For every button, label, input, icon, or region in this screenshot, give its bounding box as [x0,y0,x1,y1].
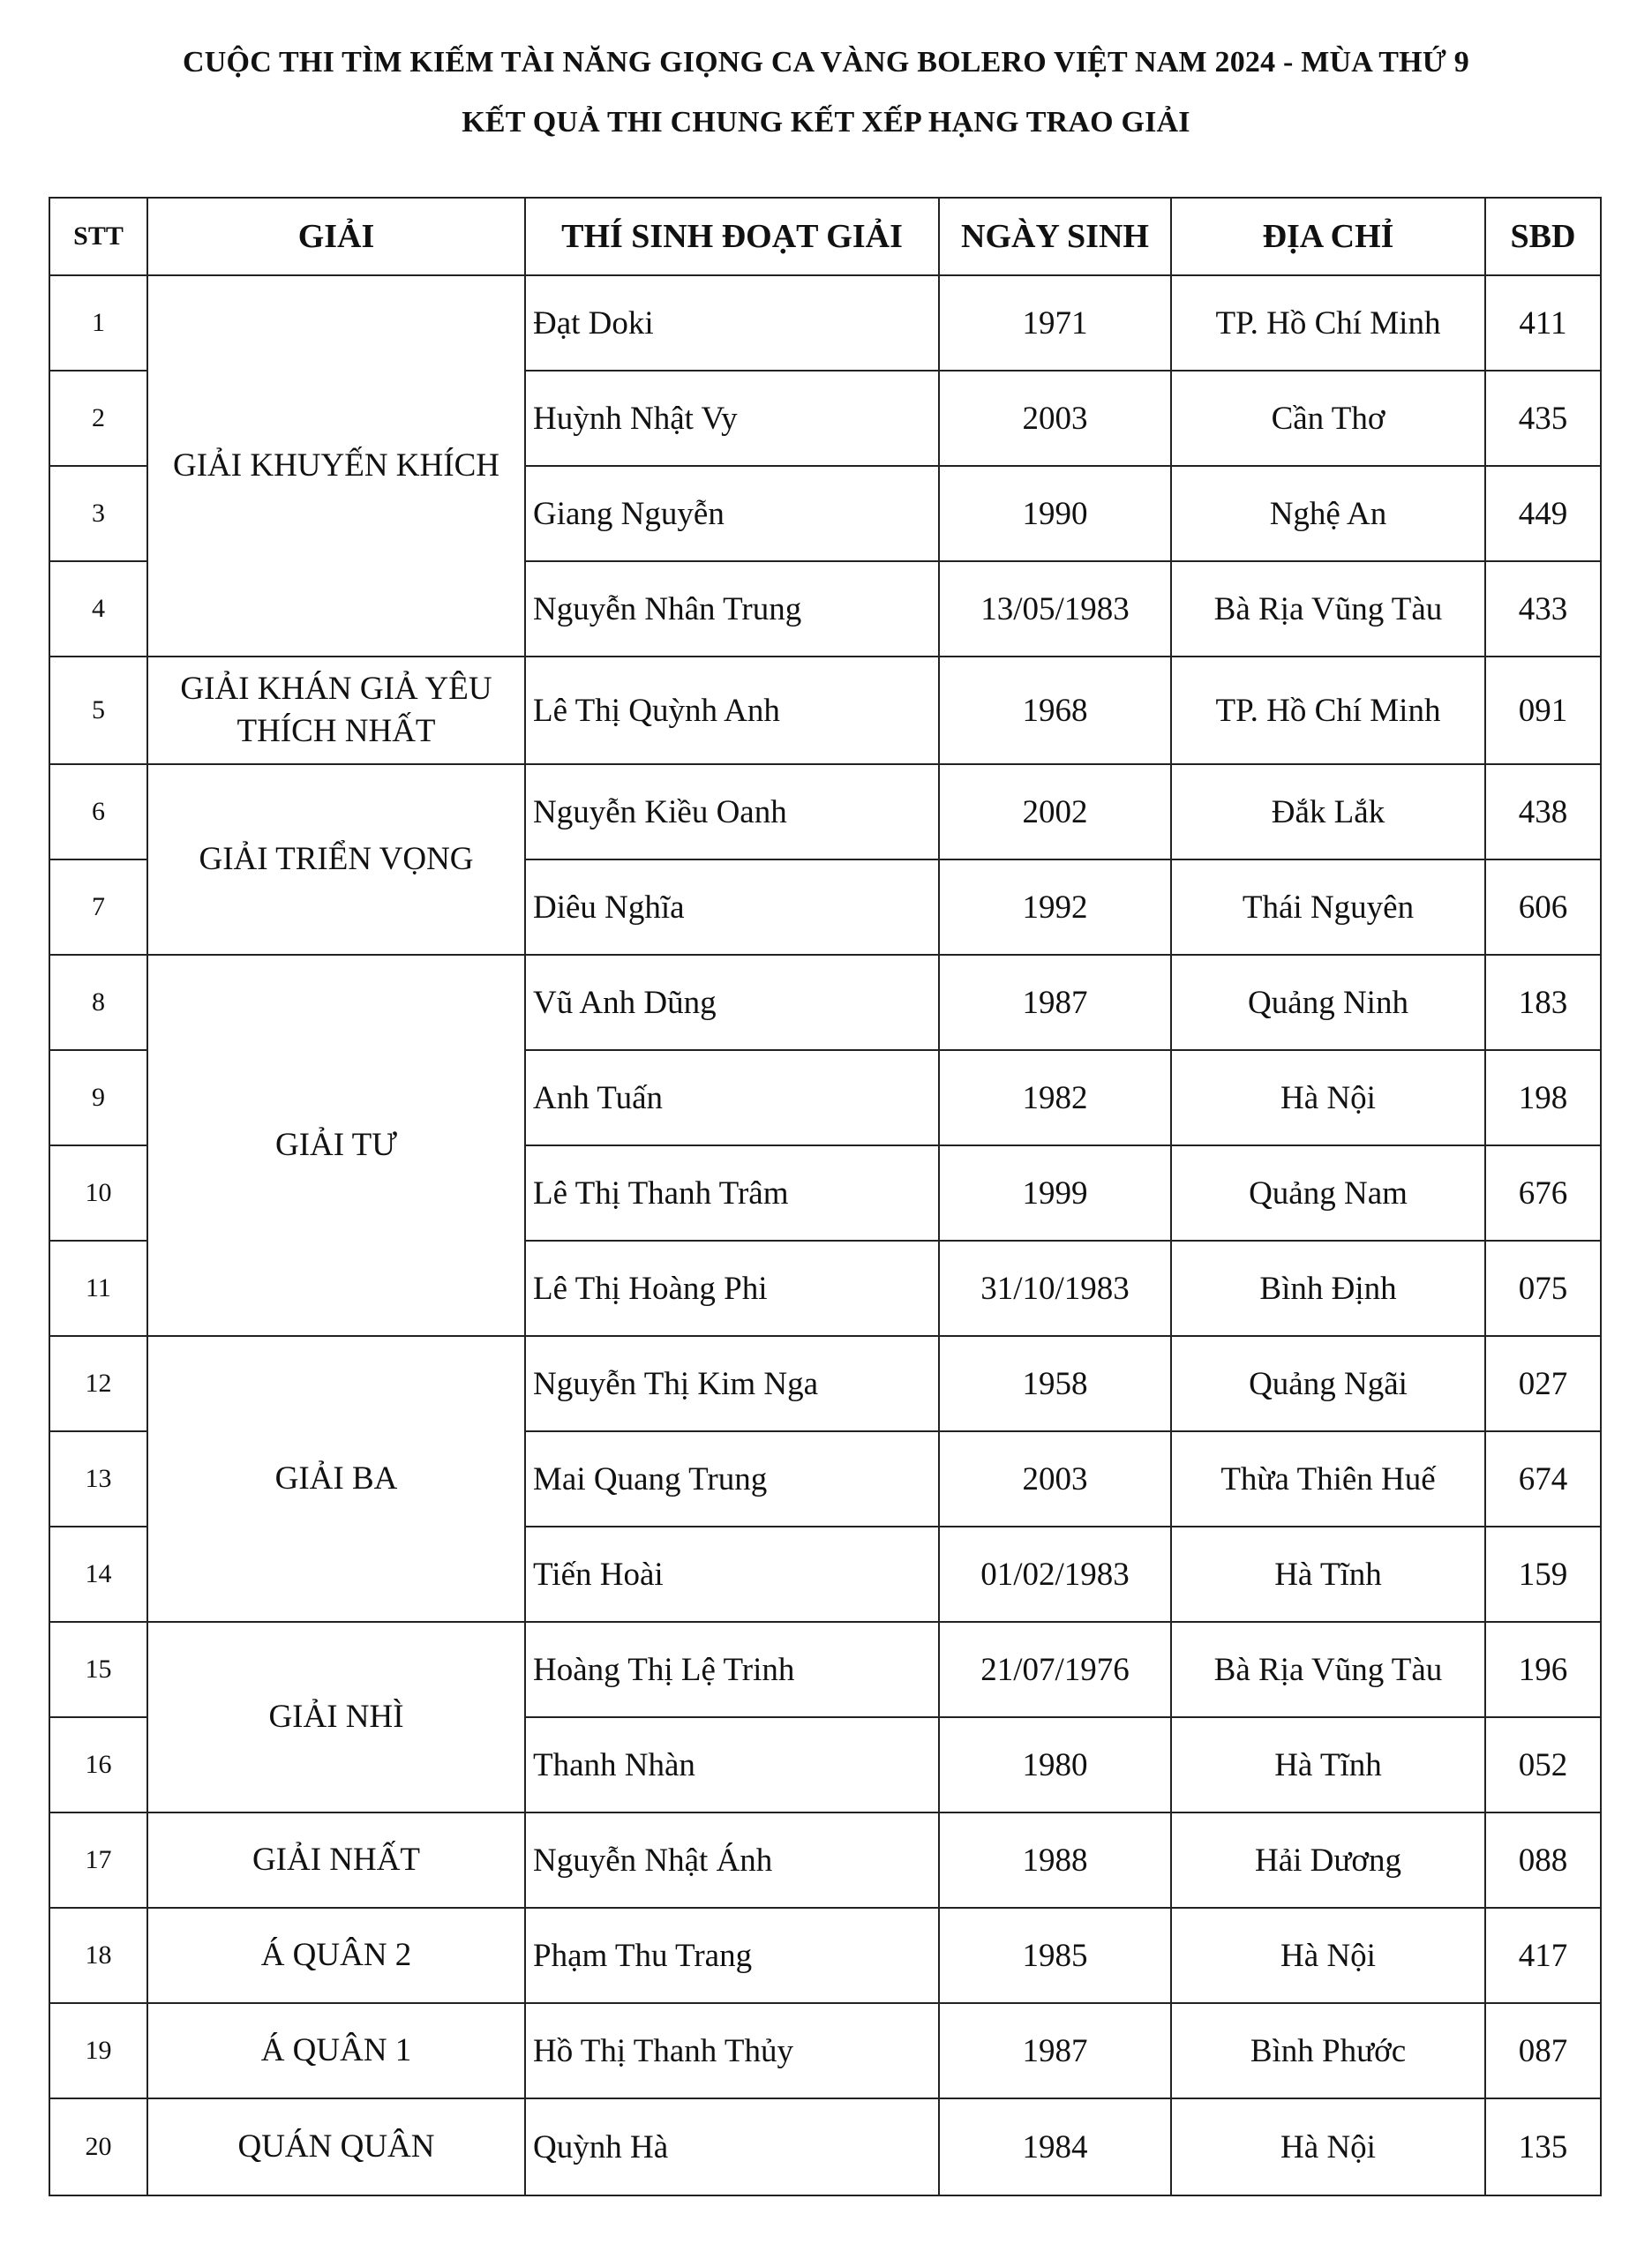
address: Cần Thơ [1171,371,1485,466]
contestant-name: Quỳnh Hà [525,2098,939,2195]
birth-date: 01/02/1983 [939,1527,1171,1622]
sbd: 435 [1485,371,1601,466]
row-stt: 16 [49,1717,147,1812]
row-stt: 6 [49,764,147,859]
award-cell: GIẢI NHÌ [147,1622,525,1812]
sbd: 411 [1485,275,1601,371]
birth-date: 2003 [939,1431,1171,1527]
award-cell: GIẢI BA [147,1336,525,1622]
table-row [49,657,1601,764]
table-header-row [49,198,1601,275]
contestant-name: Thanh Nhàn [525,1717,939,1812]
contestant-name: Nguyễn Thị Kim Nga [525,1336,939,1431]
award-cell: GIẢI NHẤT [147,1812,525,1908]
address: Thừa Thiên Huế [1171,1431,1485,1527]
contestant-name: Nguyễn Nhân Trung [525,561,939,657]
contestant-name: Lê Thị Hoàng Phi [525,1241,939,1336]
table-row [49,275,1601,371]
header-stt: STT [49,198,147,275]
birth-date: 1982 [939,1050,1171,1145]
birth-date: 1992 [939,859,1171,955]
row-stt: 3 [49,466,147,561]
address: Đắk Lắk [1171,764,1485,859]
birth-date: 1971 [939,275,1171,371]
table-row [49,2003,1601,2098]
address: Hải Dương [1171,1812,1485,1908]
sbd: 438 [1485,764,1601,859]
birth-date: 13/05/1983 [939,561,1171,657]
birth-date: 2003 [939,371,1171,466]
birth-date: 1990 [939,466,1171,561]
sbd: 091 [1485,657,1601,764]
birth-date: 1968 [939,657,1171,764]
header-sbd: SBD [1485,198,1601,275]
sbd: 087 [1485,2003,1601,2098]
contestant-name: Lê Thị Thanh Trâm [525,1145,939,1241]
sbd: 674 [1485,1431,1601,1527]
row-stt: 8 [49,955,147,1050]
row-stt: 2 [49,371,147,466]
row-stt: 10 [49,1145,147,1241]
contestant-name: Mai Quang Trung [525,1431,939,1527]
row-stt: 11 [49,1241,147,1336]
award-cell: GIẢI TRIỂN VỌNG [147,764,525,955]
address: Hà Nội [1171,1908,1485,2003]
row-stt: 7 [49,859,147,955]
table-row [49,955,1601,1050]
birth-date: 31/10/1983 [939,1241,1171,1336]
birth-date: 1987 [939,955,1171,1050]
sbd: 052 [1485,1717,1601,1812]
sbd: 198 [1485,1050,1601,1145]
award-cell: GIẢI KHÁN GIẢ YÊU THÍCH NHẤT [147,657,525,764]
contestant-name: Giang Nguyễn [525,466,939,561]
address: TP. Hồ Chí Minh [1171,657,1485,764]
birth-date: 1988 [939,1812,1171,1908]
row-stt: 14 [49,1527,147,1622]
contestant-name: Anh Tuấn [525,1050,939,1145]
contestant-name: Hồ Thị Thanh Thủy [525,2003,939,2098]
sbd: 183 [1485,955,1601,1050]
address: Hà Nội [1171,1050,1485,1145]
header-award: GIẢI [147,198,525,275]
contestant-name: Nguyễn Kiều Oanh [525,764,939,859]
contestant-name: Huỳnh Nhật Vy [525,371,939,466]
birth-date: 1999 [939,1145,1171,1241]
row-stt: 9 [49,1050,147,1145]
address: Bà Rịa Vũng Tàu [1171,1622,1485,1717]
row-stt: 17 [49,1812,147,1908]
birth-date: 1985 [939,1908,1171,2003]
award-cell: GIẢI TƯ [147,955,525,1336]
address: Thái Nguyên [1171,859,1485,955]
address: Hà Tĩnh [1171,1717,1485,1812]
birth-date: 1958 [939,1336,1171,1431]
row-stt: 19 [49,2003,147,2098]
header-contestant: THÍ SINH ĐOẠT GIẢI [525,198,939,275]
address: Hà Tĩnh [1171,1527,1485,1622]
address: Hà Nội [1171,2098,1485,2195]
address: Bình Phước [1171,2003,1485,2098]
row-stt: 18 [49,1908,147,2003]
award-cell: QUÁN QUÂN [147,2098,525,2195]
sbd: 075 [1485,1241,1601,1336]
row-stt: 13 [49,1431,147,1527]
address: Nghệ An [1171,466,1485,561]
sbd: 159 [1485,1527,1601,1622]
contestant-name: Vũ Anh Dũng [525,955,939,1050]
row-stt: 4 [49,561,147,657]
header-birth-date: NGÀY SINH [939,198,1171,275]
row-stt: 12 [49,1336,147,1431]
award-cell: GIẢI KHUYẾN KHÍCH [147,275,525,657]
sbd: 417 [1485,1908,1601,2003]
address: Bình Định [1171,1241,1485,1336]
contestant-name: Diêu Nghĩa [525,859,939,955]
sbd: 196 [1485,1622,1601,1717]
table-row [49,1622,1601,1717]
row-stt: 5 [49,657,147,764]
birth-date: 1980 [939,1717,1171,1812]
birth-date: 21/07/1976 [939,1622,1171,1717]
document-title: CUỘC THI TÌM KIẾM TÀI NĂNG GIỌNG CA VÀNG BOLERO VIỆT NAM 2024 - MÙA THỨ 9 [183,46,1469,79]
birth-date: 2002 [939,764,1171,859]
sbd: 088 [1485,1812,1601,1908]
address: Bà Rịa Vũng Tàu [1171,561,1485,657]
contestant-name: Đạt Doki [525,275,939,371]
table-row [49,1908,1601,2003]
header-address: ĐỊA CHỈ [1171,198,1485,275]
birth-date: 1984 [939,2098,1171,2195]
sbd: 027 [1485,1336,1601,1431]
table-row [49,1812,1601,1908]
contestant-name: Nguyễn Nhật Ánh [525,1812,939,1908]
sbd: 676 [1485,1145,1601,1241]
address: Quảng Ngãi [1171,1336,1485,1431]
row-stt: 20 [49,2098,147,2195]
contestant-name: Tiến Hoài [525,1527,939,1622]
birth-date: 1987 [939,2003,1171,2098]
address: Quảng Ninh [1171,955,1485,1050]
document-subtitle: KẾT QUẢ THI CHUNG KẾT XẾP HẠNG TRAO GIẢI [462,106,1190,139]
contestant-name: Hoàng Thị Lệ Trinh [525,1622,939,1717]
award-cell: Á QUÂN 1 [147,2003,525,2098]
document-header [0,42,1652,143]
sbd: 606 [1485,859,1601,955]
table-row [49,1336,1601,1431]
row-stt: 15 [49,1622,147,1717]
contestant-name: Lê Thị Quỳnh Anh [525,657,939,764]
results-table [49,197,1602,2196]
sbd: 135 [1485,2098,1601,2195]
contestant-name: Phạm Thu Trang [525,1908,939,2003]
table-row [49,2098,1601,2195]
sbd: 433 [1485,561,1601,657]
table-row [49,764,1601,859]
row-stt: 1 [49,275,147,371]
award-cell: Á QUÂN 2 [147,1908,525,2003]
address: TP. Hồ Chí Minh [1171,275,1485,371]
address: Quảng Nam [1171,1145,1485,1241]
sbd: 449 [1485,466,1601,561]
